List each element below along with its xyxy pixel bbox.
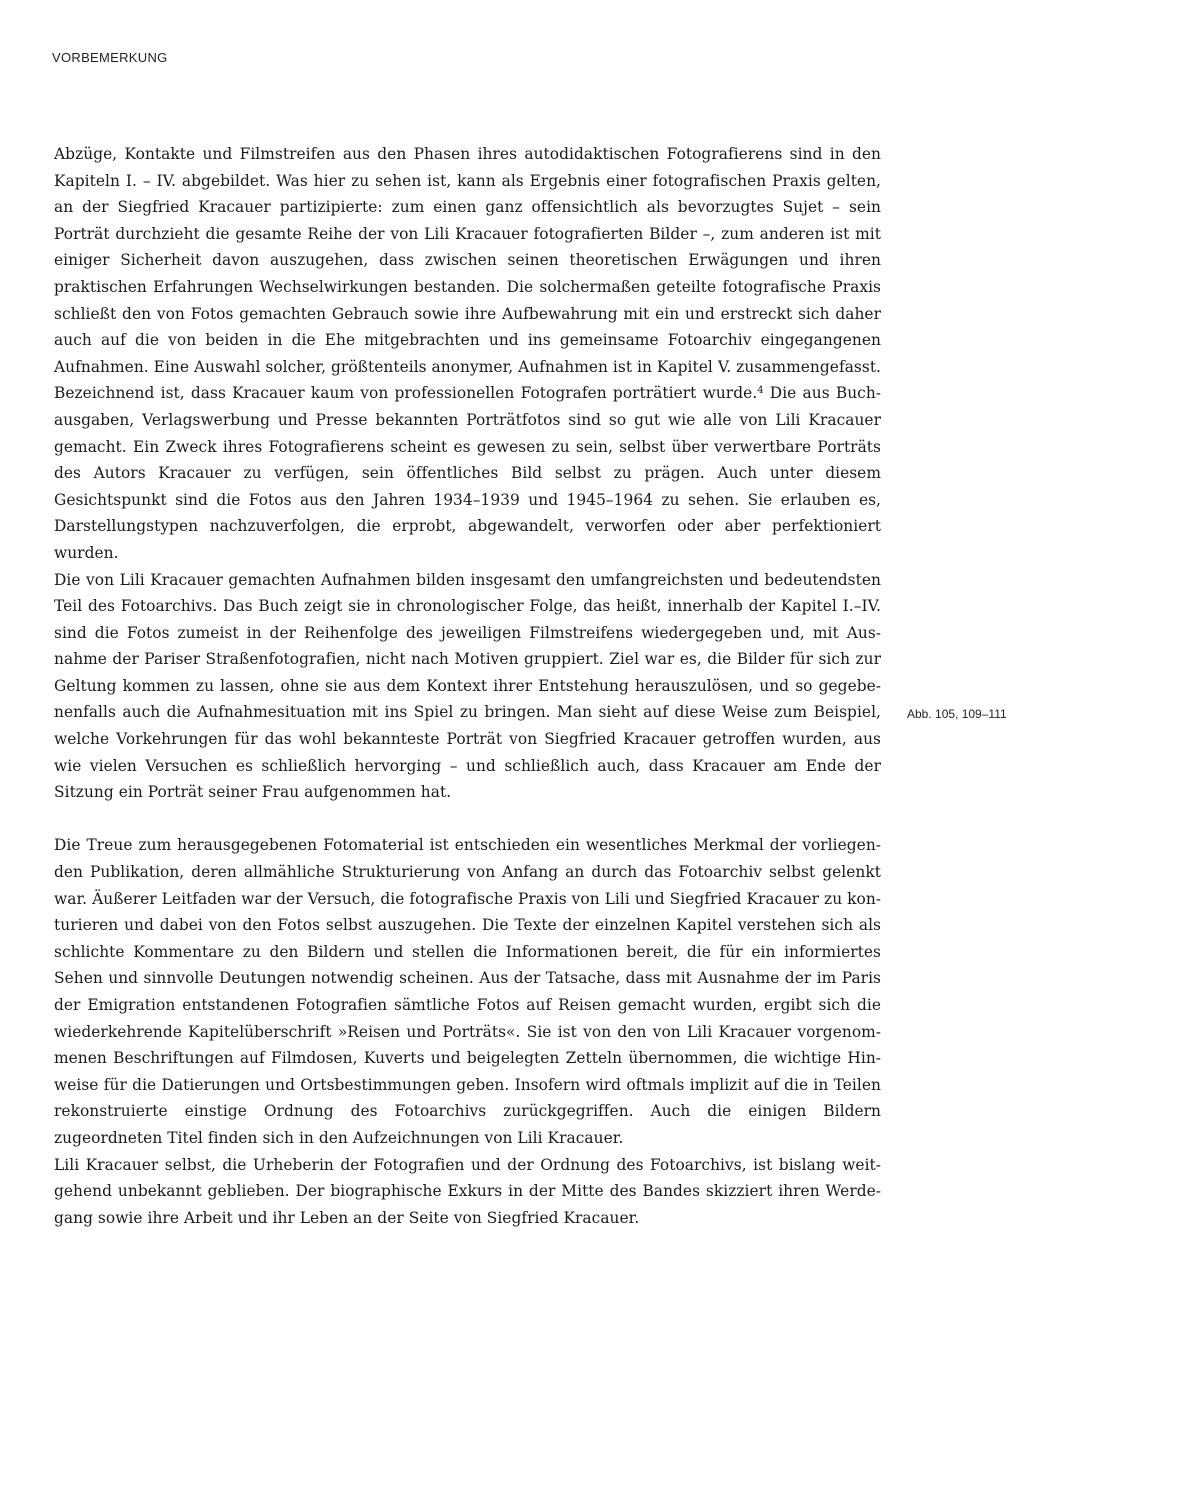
paragraph-3: Die von Lili Kracauer gemachten Aufnahmen bilden insgesamt den umfangreichsten und bedeutendsten Teil des Fotoarchivs. Das Buch zeigt sie in chronologischer Folge, das heißt, innerhalb der Kapitel I.–IV. sind die Fotos zumeist in der Reihenfolge des jeweiligen Filmstreifens wiedergegeben und, mit Ausnahme der Pariser Straßenfotografien, nicht nach Motiven gruppiert. Ziel war es, die Bilder für sich zur Geltung kommen zu lassen, ohne sie aus dem Kontext ihrer Entstehung herauszulösen, und so gegebenenfalls auch die Aufnahmesituation mit ins Spiel zu bringen. Man sieht auf diese Weise zum Beispiel, welche Vorkehrungen für das wohl bekannteste Porträt von Siegfried Kracauer getroffen wurden, aus wie vielen Versuchen es schließlich hervorging – und schließlich auch, dass Kracauer am Ende der Sitzung ein Porträt seiner Frau aufgenommen hat. xyxy=(54,570,881,802)
paragraph-1: Abzüge, Kontakte und Filmstreifen aus den Phasen ihres autodidaktischen Fotografierens sind in den Kapiteln I. – IV. abgebildet. Was hier zu sehen ist, kann als Ergebnis einer fotografischen Praxis gelten, an der Siegfried Kracauer partizipierte: zum einen ganz offensichtlich als bevorzugtes Sujet – sein Porträt durchzieht die gesamte Reihe der von Lili Kracauer fotografierten Bilder –, zum anderen ist mit einiger Sicherheit davon auszugehen, dass zwischen seinen theoretischen Erwägungen und ihren praktischen Erfahrungen Wechselwirkungen bestanden. Die solchermaßen geteilte fotografische Praxis schließt den von Fotos gemachten Gebrauch sowie ihre Aufbewahrung mit ein und erstreckt sich daher auch auf die von beiden in die Ehe mitgebrachten und ins gemeinsame Fotoarchiv eingegangenen Aufnahmen. Eine Auswahl solcher, größtenteils anonymer, Aufnahmen ist in Kapitel V. zusammengefasst. xyxy=(54,145,881,376)
paragraph-5: Lili Kracauer selbst, die Urheberin der Fotografien und der Ordnung des Fotoarchivs, ist bislang weitgehend unbekannt geblieben. Der biographische Exkurs in der Mitte des Bandes skizziert ihren Werdegang sowie ihre Arbeit und ihr Leben an der Seite von Siegfried Kracauer. xyxy=(54,1155,881,1227)
running-head: VORBEMERKUNG xyxy=(52,50,168,65)
section-gap xyxy=(54,806,881,833)
paragraph-2 xyxy=(54,380,881,566)
paragraph-4: Die Treue zum herausgegebenen Fotomaterial ist entschieden ein wesentliches Merkmal der vorliegenden Publikation, deren allmähliche Strukturierung von Anfang an durch das Fotoarchiv selbst gelenkt war. Äußerer Leitfaden war der Versuch, die fotografische Praxis von Lili und Siegfried Kracauer zu konturieren und dabei von den Fotos selbst auszugehen. Die Texte der einzelnen Kapitel verstehen sich als schlichte Kommentare zu den Bildern und stellen die Informationen bereit, die für ein informiertes Sehen und sinnvolle Deutungen notwendig scheinen. Aus der Tatsache, dass mit Ausnahme der im Paris der Emigration entstandenen Fotografien sämtliche Fotos auf Reisen gemacht wurden, ergibt sich die wiederkehrende Kapitelüberschrift »Reisen und Porträts«. Sie ist von den von Lili Kracauer vorgenommenen Beschriftungen auf Filmdosen, Kuverts und beigelegten Zetteln übernommen, die wichtige Hinweise für die Datierungen und Ortsbestimmungen geben. Insofern wird oftmals implizit auf die in Teilen rekonstruierte einstige Ordnung des Fotoarchivs zurückgegriffen. Auch die einigen Bildern zugeordneten Titel finden sich in den Aufzeichnungen von Lili Kracauer. xyxy=(54,836,881,1147)
footnote-marker: 4 xyxy=(757,385,764,397)
margin-note-figure-reference: Abb. 105, 109–111 xyxy=(907,707,1007,721)
paragraph-2-part-a: Bezeichnend ist, dass Kracauer kaum von professionellen Fotografen porträtiert wurde. xyxy=(54,384,758,403)
body-text xyxy=(54,141,881,1231)
paragraph-2-part-b: Die aus Buchausgaben, Verlagswerbung und Presse bekannten Porträtfotos sind so gut wie alle von Lili Kracauer gemacht. Ein Zweck ihres Fotografierens scheint es gewesen zu sein, selbst über verwertbare Porträts des Autors Kracauer zu verfügen, sein öffentliches Bild selbst zu prägen. Auch unter diesem Gesichtspunkt sind die Fotos aus den Jahren 1934–1939 und 1945–1964 zu sehen. Sie erlauben es, Darstellungstypen nachzuverfolgen, die erprobt, abgewandelt, verworfen oder aber perfektioniert wurden. xyxy=(54,384,881,562)
